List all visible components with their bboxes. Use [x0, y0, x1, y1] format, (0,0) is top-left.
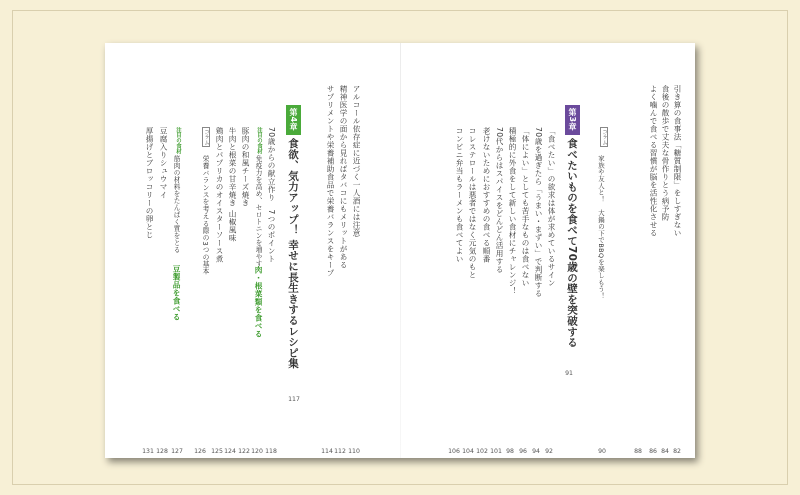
page-gutter [400, 43, 401, 458]
toc-entry-text: 豚肉の和風チーズ焼き [241, 127, 250, 207]
toc-page-number: 88 [634, 448, 642, 455]
toc-entry-highlight: 豆製品を食べる [172, 265, 181, 321]
toc-entry-text: 鶏肉とパプリカのオイスターソース煮 [215, 127, 224, 263]
toc-page-number: 102 [476, 448, 488, 455]
featured-ingredient-tag: 注目の食材 [256, 127, 262, 154]
toc-entry-text: 「体によい」としても苦手なものは食べない [521, 127, 530, 287]
toc-page-number: 125 [211, 448, 223, 455]
chapter-title: 食欲、気力アップ！ 幸せに長生きするレシピ集 [287, 138, 299, 369]
toc-page-number: 126 [194, 448, 206, 455]
toc-page-number: 120 [251, 448, 263, 455]
toc-entry-text: 牛肉と根菜の甘辛焼き 山椒風味 [228, 127, 237, 242]
chapter-badge: 第4章 [286, 105, 301, 135]
toc-page-number: 106 [448, 448, 460, 455]
featured-ingredient-tag: 注目の食材 [175, 127, 181, 154]
toc-entry-text: 70歳を過ぎたら「うまい・まずい」で判断する [534, 127, 543, 298]
toc-page-number: 98 [506, 448, 514, 455]
chapter-page-number: 117 [288, 396, 300, 403]
toc-page-number: 84 [661, 448, 669, 455]
toc-page-number: 124 [224, 448, 236, 455]
toc-entry-text: アルコール依存症に近づく一人酒には注意 [352, 85, 361, 237]
toc-page-number: 127 [171, 448, 183, 455]
toc-entry-text: よく噛んで食べる習慣が脳を活性化させる [649, 85, 658, 237]
toc-entry-text: 栄養バランスを考える際の3つの基本 [201, 155, 209, 275]
toc-entry-text: 積極的に外食をして新しい食材にチャレンジ！ [508, 127, 517, 295]
toc-entry-text: 引き算の食事法「糖質制限」をしすぎない [673, 85, 682, 237]
toc-page-number: 118 [265, 448, 277, 455]
toc-page-number: 128 [156, 448, 168, 455]
toc-page-number: 96 [519, 448, 527, 455]
toc-page-number: 112 [334, 448, 346, 455]
toc-page-number: 131 [142, 448, 154, 455]
toc-page-number: 101 [490, 448, 502, 455]
toc-entry-text: コンビニ弁当もラーメンも食べてよい [455, 127, 464, 263]
chapter-badge: 第3章 [565, 105, 580, 135]
toc-page-number: 110 [348, 448, 360, 455]
toc-page-number: 86 [649, 448, 657, 455]
toc-entry-text: 豆腐入りシュウマイ [159, 127, 168, 199]
toc-entry-text: 精神医学の面から見ればタバコにもメリットがある [339, 85, 348, 269]
book-spread [105, 43, 695, 458]
column-label: コラム [203, 129, 209, 146]
toc-page-number: 94 [532, 448, 540, 455]
toc-page-number: 82 [673, 448, 681, 455]
toc-entry-text: 免疫力を高め、セロトニンを増やす [254, 155, 262, 267]
toc-page-number: 92 [545, 448, 553, 455]
toc-entry-text: 老けないためにおすすめの食べる順番 [482, 127, 491, 263]
chapter-page-number: 91 [565, 370, 573, 377]
toc-entry-text: コレステロールは悪者ではなく元気のもと [468, 127, 477, 279]
toc-entry-text: 家族や友人と！ 大鍋の下でBBQを楽しもう！ [597, 155, 605, 300]
toc-entry-text: 厚揚げとブロッコリーの卵とじ [145, 127, 154, 239]
toc-entry-text: 70代からはスパイスをどんどん活用する [495, 127, 504, 274]
toc-entry-text: 筋肉の材料をたんぱく質をとる [172, 155, 180, 253]
chapter-title: 食べたいものを食べて70歳の壁を突破する [566, 138, 578, 348]
column-label: コラム [601, 129, 607, 146]
toc-entry-text: 70歳からの献立作り 7つのポイント [267, 127, 276, 263]
toc-page-number: 90 [598, 448, 606, 455]
toc-page-number: 104 [462, 448, 474, 455]
toc-page-number: 122 [238, 448, 250, 455]
toc-entry-text: サプリメントや栄養補助食品で栄養バランスをキープ [326, 85, 335, 277]
toc-entry-highlight: 肉・根菜類を食べる [254, 266, 263, 338]
toc-entry-text: 「食べたい」の欲求は体が求めているサイン [547, 127, 556, 287]
toc-page-number: 114 [321, 448, 333, 455]
toc-entry-text: 食後の散歩で丈夫な骨作りとう病予防 [661, 85, 670, 221]
